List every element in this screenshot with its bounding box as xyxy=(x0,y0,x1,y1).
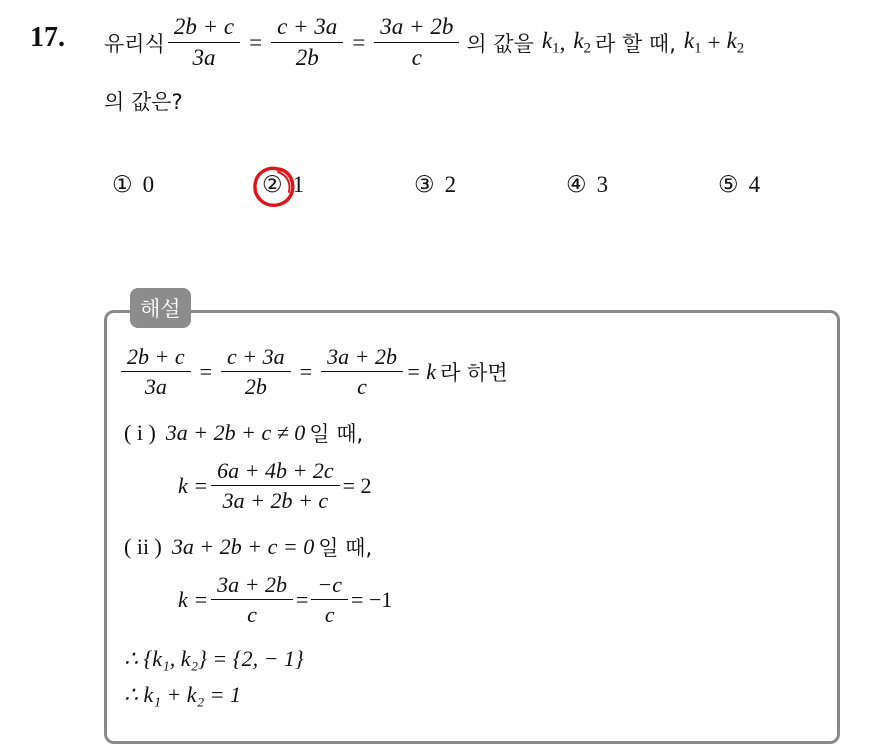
solution-fraction-3-numerator: 3a + 2b xyxy=(327,344,397,369)
choice-4-value: 3 xyxy=(596,172,609,197)
question-text xyxy=(104,14,744,72)
choice-1-value: 0 xyxy=(142,172,155,197)
k1-symbol: $k_1$ xyxy=(541,28,560,57)
case-1-text: 일 때, xyxy=(309,422,364,446)
solution-fraction-1 xyxy=(124,344,188,400)
case-2-fraction-2-denominator: c xyxy=(311,599,348,627)
choice-5-value: 4 xyxy=(748,172,761,197)
case-2-fraction-1 xyxy=(214,572,290,628)
case-2-equals: = xyxy=(295,586,309,612)
choice-2[interactable] xyxy=(262,172,304,198)
question-text-line2: 의 값은? xyxy=(104,90,183,114)
solution-fraction-1-denominator: 3a xyxy=(121,371,191,399)
solution-line-1-text: 라 하면 xyxy=(440,360,508,385)
choice-2-mark: ② xyxy=(262,172,283,198)
comma: , xyxy=(559,29,566,55)
case-2-fraction-1-denominator: c xyxy=(211,599,293,627)
choice-4-mark: ④ xyxy=(566,172,587,198)
k1-symbol: $k_1$ xyxy=(683,28,702,57)
question-intro: 유리식 xyxy=(104,31,165,56)
choice-1-mark: ① xyxy=(112,172,133,198)
case-2-condition: 3a + 2b + c = 0 xyxy=(171,534,315,559)
case-2-rhs: = −1 xyxy=(351,586,393,612)
solution-tab-label: 해설 xyxy=(130,288,191,328)
solution-fraction-1-numerator: 2b + c xyxy=(127,344,185,369)
solution-case-1 xyxy=(124,418,363,448)
plus-sign: + xyxy=(707,29,721,55)
choice-4[interactable] xyxy=(566,172,608,198)
case-1-fraction xyxy=(214,458,336,514)
case-1-rhs: = 2 xyxy=(342,472,372,498)
solution-fraction-3-denominator: c xyxy=(321,371,403,399)
fraction-3 xyxy=(377,14,456,72)
case-2-fraction-2 xyxy=(314,572,345,628)
case-1-condition: 3a + 2b + c ≠ 0 xyxy=(165,420,306,445)
choice-3[interactable] xyxy=(414,172,456,198)
solution-line-1: $\frac{2b + c}{3a}$ = $\frac{c + 3a}{2b}$ = $\frac{3a + 2b}{c}$ = k 라 하면 xyxy=(124,344,508,400)
case-1-label: ( i ) xyxy=(124,420,156,445)
fraction-1-denominator: 3a xyxy=(168,42,240,71)
solution-fraction-2-denominator: 2b xyxy=(221,371,291,399)
choice-3-value: 2 xyxy=(444,172,457,197)
question-tail-text: 라 할 때, xyxy=(595,31,676,56)
case-2-fraction-1-numerator: 3a + 2b xyxy=(217,572,287,597)
solution-fraction-2-numerator: c + 3a xyxy=(227,344,285,369)
fraction-1-numerator: 2b + c xyxy=(173,14,235,39)
choice-2-value: 1 xyxy=(292,172,305,197)
case-2-lhs: k = xyxy=(178,586,209,612)
fraction-2-numerator: c + 3a xyxy=(277,14,338,39)
fraction-1 xyxy=(171,14,237,72)
fraction-2 xyxy=(274,14,340,72)
choice-5-mark: ⑤ xyxy=(718,172,739,198)
case-1-numerator: 6a + 4b + 2c xyxy=(217,458,334,483)
case-1-lhs: k = xyxy=(178,472,209,498)
solution-fraction-3 xyxy=(324,344,400,400)
answer-choices xyxy=(0,172,884,208)
solution-case-2 xyxy=(124,532,372,562)
choice-1[interactable] xyxy=(112,172,154,198)
solution-fraction-2 xyxy=(224,344,288,400)
solution-case-1-equation xyxy=(178,458,372,514)
k2-symbol: $k_2$ xyxy=(726,28,745,57)
fraction-3-numerator: 3a + 2b xyxy=(380,14,454,39)
solution-result-2: ∴ k₁ + k₂ = 1 xyxy=(124,682,242,707)
k2-symbol: $k_2$ xyxy=(573,28,591,57)
case-2-label: ( ii ) xyxy=(124,534,162,559)
equals-sign: = xyxy=(249,29,263,55)
fraction-3-denominator: c xyxy=(374,42,459,71)
choice-3-mark: ③ xyxy=(414,172,435,198)
question-number: 17. xyxy=(30,22,65,53)
case-2-text: 일 때, xyxy=(318,536,373,560)
case-1-denominator: 3a + 2b + c xyxy=(211,485,339,513)
question-mid-text: 의 값을 xyxy=(466,31,534,56)
fraction-2-denominator: 2b xyxy=(271,42,343,71)
case-2-fraction-2-numerator: −c xyxy=(317,572,343,597)
solution-line-1-tail: = k xyxy=(405,358,437,384)
solution-case-2-equation xyxy=(178,572,392,628)
solution-result-1: ∴ {k₁, k₂} = {2, − 1} xyxy=(124,646,304,671)
equals-sign: = xyxy=(352,29,366,55)
choice-5[interactable] xyxy=(718,172,760,198)
